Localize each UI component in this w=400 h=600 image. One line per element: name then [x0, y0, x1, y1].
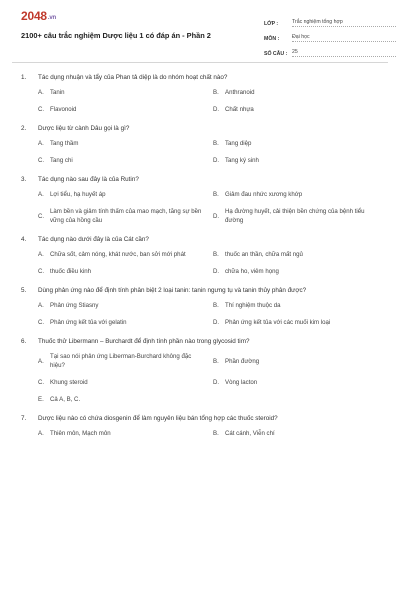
option-letter: C.	[38, 157, 45, 164]
answer-option[interactable]	[38, 105, 213, 114]
option-letter: A.	[38, 140, 44, 147]
option-text: Hạ đường huyết, cải thiện bền chứng của bệnh tiểu đường	[225, 208, 365, 224]
question-text	[12, 415, 388, 422]
option-letter: B.	[213, 357, 219, 365]
question-text	[12, 176, 388, 183]
answer-option[interactable]	[38, 301, 213, 310]
option-text: Phản ứng kết tủa với gelatin	[50, 319, 127, 326]
answer-option[interactable]	[213, 301, 388, 310]
answer-options	[12, 301, 388, 327]
answer-option[interactable]	[38, 88, 213, 97]
option-letter: D.	[213, 157, 220, 164]
option-letter: D.	[213, 268, 220, 275]
answer-option[interactable]	[213, 378, 388, 387]
meta-label: LỚP :	[264, 21, 279, 27]
option-text: Cả A, B, C.	[50, 396, 81, 403]
option-letter: B.	[213, 89, 219, 96]
question-text	[12, 338, 388, 345]
option-letter: A.	[38, 191, 44, 198]
meta-value: Trắc nghiệm tổng hợp	[292, 19, 396, 27]
question-prompt: Dược liệu nào có chứa diosgenin để làm nguyên liệu bán tổng hợp các thuốc steroid?	[38, 415, 278, 422]
option-text: Cát cánh, Viễn chí	[225, 430, 275, 437]
question-number: 7.	[21, 415, 27, 422]
option-letter: A.	[38, 357, 44, 365]
answer-option[interactable]	[38, 267, 213, 276]
question-text	[12, 125, 388, 132]
question-number: 2.	[21, 125, 27, 132]
answer-option[interactable]	[38, 429, 213, 438]
meta-row-subject	[264, 27, 396, 42]
question-item	[12, 287, 388, 327]
document-title: 2100+ câu trắc nghiệm Dược liệu 1 có đáp án - Phần 2	[21, 31, 211, 40]
logo-text: 2048	[21, 9, 47, 23]
answer-option[interactable]	[213, 250, 388, 259]
option-text: Giảm đau nhức xương khớp	[225, 191, 303, 198]
answer-option[interactable]	[38, 378, 213, 387]
answer-option[interactable]	[213, 207, 388, 225]
question-number: 3.	[21, 176, 27, 183]
option-text: Tại sao nói phản ứng Liberman-Burchard không đặc hiệu?	[50, 353, 192, 369]
question-prompt: Tác dụng nào sau đây là của Rutin?	[38, 176, 139, 183]
question-item	[12, 74, 388, 114]
question-prompt: Dược liệu từ cành Dâu gọi là gì?	[38, 125, 130, 132]
answer-options	[12, 190, 388, 225]
option-letter: A.	[38, 430, 44, 437]
answer-option[interactable]	[38, 352, 213, 370]
option-letter: C.	[38, 268, 45, 275]
question-text	[12, 287, 388, 294]
option-letter: D.	[213, 379, 220, 386]
option-text: thuốc điều kinh	[50, 268, 91, 275]
option-text: Vòng lacton	[225, 379, 258, 386]
option-letter: B.	[213, 302, 219, 309]
answer-options	[12, 352, 388, 404]
option-text: Khung steroid	[50, 379, 88, 386]
answer-option[interactable]	[213, 88, 388, 97]
option-text: Tanin	[50, 89, 65, 96]
answer-option[interactable]	[38, 250, 213, 259]
question-list	[12, 74, 388, 449]
answer-options	[12, 139, 388, 165]
option-text: Phần đường	[225, 357, 260, 365]
logo-suffix: .vn	[47, 15, 56, 21]
question-item	[12, 125, 388, 165]
option-text: Thí nghiệm thuộc da	[225, 302, 281, 309]
option-text: Làm bền và giảm tính thấm của mao mạch, tăng sự bền vững của hồng cầu	[50, 208, 202, 224]
header-divider	[12, 62, 388, 63]
option-text: chữa ho, viêm họng	[225, 268, 279, 275]
answer-option[interactable]	[213, 429, 388, 438]
answer-option[interactable]	[213, 105, 388, 114]
option-letter: A.	[38, 251, 44, 258]
answer-option[interactable]	[38, 139, 213, 148]
option-letter: B.	[213, 191, 219, 198]
option-text: Tang diệp	[225, 140, 252, 147]
option-letter: C.	[38, 212, 45, 220]
question-text	[12, 236, 388, 243]
meta-label: MÔN :	[264, 36, 280, 42]
question-item	[12, 415, 388, 438]
meta-row-count	[264, 42, 396, 57]
question-prompt: Dùng phản ứng nào để định tính phân biệt 2 loại tanin: tanin ngưng tụ và tanin thủy phân được?	[38, 287, 307, 294]
question-item	[12, 236, 388, 276]
answer-option[interactable]	[38, 207, 213, 225]
question-prompt: Thuốc thử Libermann – Burchardt để định tính phần nào trong glycosid tim?	[38, 338, 250, 345]
option-text: Tang ký sinh	[225, 157, 259, 164]
meta-label: SỐ CÂU :	[264, 51, 288, 57]
option-text: Tang thầm	[50, 140, 79, 147]
answer-option[interactable]	[213, 190, 388, 199]
document-header	[12, 0, 388, 62]
option-letter: A.	[38, 302, 44, 309]
question-prompt: Tác dụng nào dưới đây là của Cát cần?	[38, 236, 149, 243]
answer-options	[12, 250, 388, 276]
option-text: thuốc an thần, chữa mất ngủ	[225, 251, 303, 258]
answer-option[interactable]	[213, 267, 388, 276]
answer-options	[12, 88, 388, 114]
question-item	[12, 176, 388, 225]
answer-option[interactable]	[38, 156, 213, 165]
option-letter: B.	[213, 140, 219, 147]
answer-option[interactable]	[213, 318, 388, 327]
option-text: Chữa sốt, cảm nóng, khát nước, ban sởi mới phát	[50, 251, 186, 258]
option-text: Thiên môn, Mạch môn	[50, 430, 111, 437]
meta-value: 25	[292, 49, 396, 57]
answer-options	[12, 429, 388, 438]
question-text	[12, 74, 388, 81]
option-letter: D.	[213, 106, 220, 113]
question-prompt: Tác dụng nhuận và tẩy của Phan tả diệp là do nhóm hoạt chất nào?	[38, 74, 228, 81]
answer-option[interactable]	[213, 352, 388, 370]
answer-option[interactable]	[213, 139, 388, 148]
meta-value: Đại học	[292, 34, 396, 42]
option-letter: B.	[213, 430, 219, 437]
option-letter: A.	[38, 89, 44, 96]
meta-row-class	[264, 12, 396, 27]
option-text: Anthranoid	[225, 89, 255, 96]
option-text: Phản ứng kết tủa với các muối kim loại	[225, 319, 331, 326]
logo[interactable]	[21, 9, 56, 23]
option-text: Flavonoid	[50, 106, 77, 113]
question-number: 6.	[21, 338, 27, 345]
option-text: Tang chi	[50, 157, 73, 164]
meta-table	[264, 12, 396, 57]
answer-option[interactable]	[38, 190, 213, 199]
question-item	[12, 338, 388, 404]
option-letter: D.	[213, 319, 220, 326]
option-letter: D.	[213, 212, 220, 220]
option-letter: C.	[38, 379, 45, 386]
option-text: Phản ứng Stiasny	[50, 302, 99, 309]
answer-option[interactable]	[38, 318, 213, 327]
option-text: Chất nhựa	[225, 106, 254, 113]
question-number: 1.	[21, 74, 27, 81]
option-letter: B.	[213, 251, 219, 258]
question-number: 4.	[21, 236, 27, 243]
option-letter: C.	[38, 106, 45, 113]
option-letter: C.	[38, 319, 45, 326]
answer-option[interactable]	[213, 156, 388, 165]
option-text: Lợi tiểu, hạ huyết áp	[50, 191, 106, 198]
answer-option[interactable]	[38, 395, 213, 404]
option-letter: E.	[38, 396, 44, 403]
question-number: 5.	[21, 287, 27, 294]
